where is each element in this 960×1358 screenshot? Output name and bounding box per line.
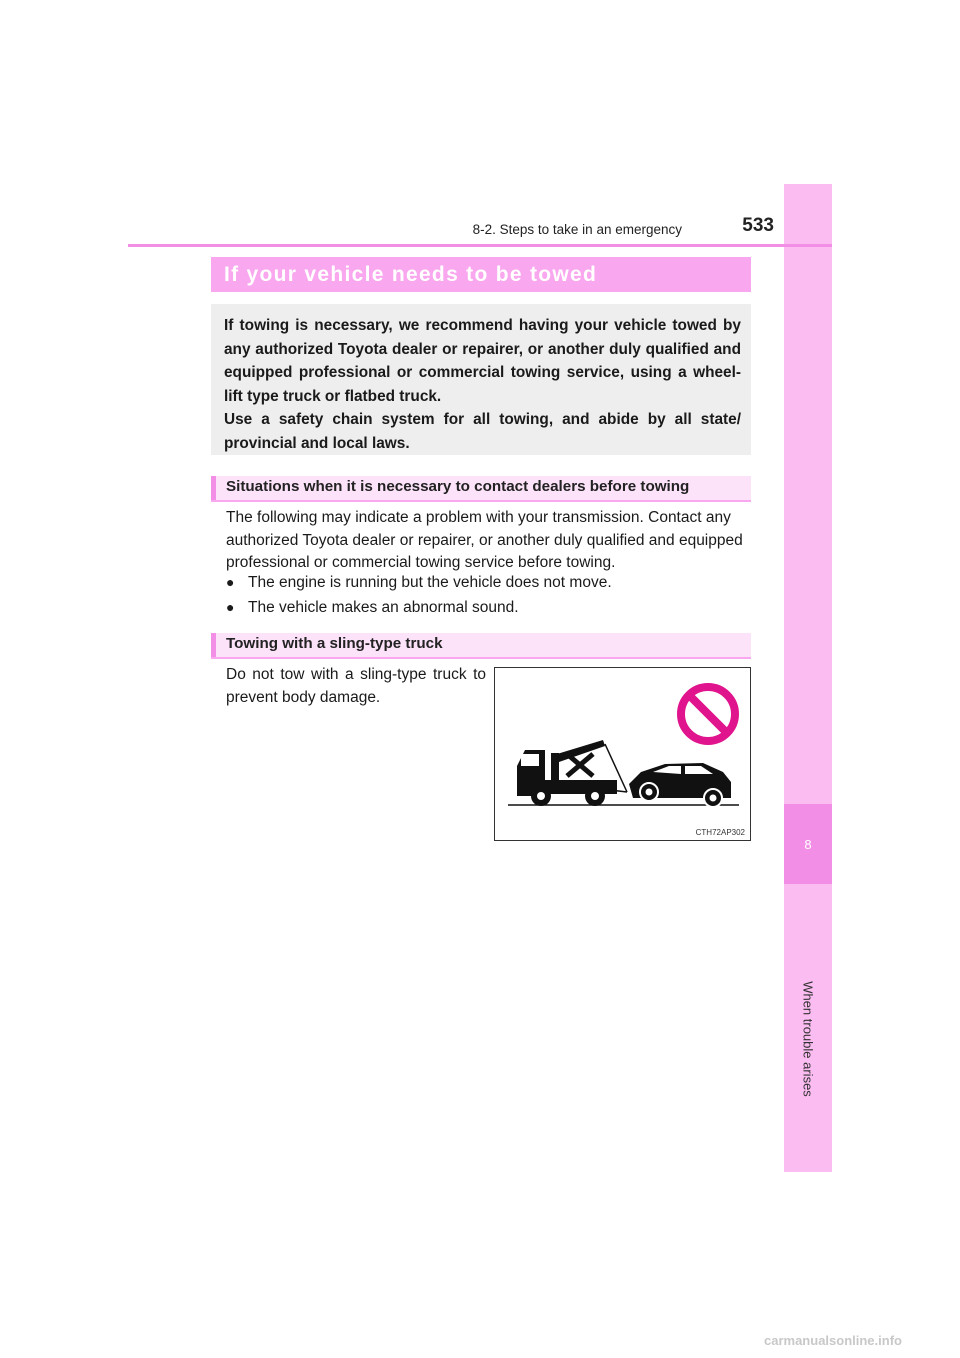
footer-watermark[interactable]: carmanualsonline.info: [764, 1333, 902, 1348]
prohibition-icon: [681, 687, 735, 741]
tow-truck-prohibited-icon: [495, 668, 750, 840]
intro-paragraph-2: Use a safety chain system for all towing, and abide by all state/ provincial and local laws.: [224, 411, 741, 452]
section-heading-dealers: [211, 476, 751, 502]
chapter-side-tab: [784, 184, 832, 1172]
header-section-title: 8-2. Steps to take in an emergency: [472, 222, 682, 237]
illustration-code: CTH72AP302: [695, 828, 745, 837]
list-item: [226, 599, 519, 617]
page-number: 533: [742, 215, 774, 236]
list-item: [226, 574, 612, 592]
tow-truck-icon: [517, 740, 627, 796]
header-divider: [128, 244, 832, 247]
section-heading-dealers-text: Situations when it is necessary to contact dealers before towing: [226, 478, 690, 495]
page-title-bar: [211, 257, 751, 292]
section-sling-text: [226, 664, 486, 709]
transmission-warning-text: The following may indicate a problem with your transmission. Contact any authorized Toyota dealer or repairer, or another duly qualified and equipped professional or commercial towing service before towing.: [226, 509, 743, 572]
section-dealers-text: [226, 507, 746, 575]
chapter-number: 8: [784, 804, 832, 884]
sling-truck-illustration: [494, 667, 751, 841]
chapter-title: When trouble arises: [800, 981, 816, 1097]
page-title: If your vehicle needs to be towed: [224, 262, 598, 286]
intro-paragraph-1: If towing is necessary, we recommend having your vehicle towed by any authorized Toyota dealer or repairer, or another duly qualified and equipped professional or commercial towing service, using a wheel-lift type truck or flatbed truck.: [224, 317, 741, 405]
car-icon: [629, 763, 731, 807]
heading-marker: [211, 633, 216, 657]
section-heading-sling-text: Towing with a sling-type truck: [226, 635, 443, 652]
sling-warning-text: Do not tow with a sling-type truck to prevent body damage.: [226, 666, 486, 706]
section-heading-sling: [211, 633, 751, 659]
bullet-icon: ●: [226, 599, 235, 615]
bullet-text: The engine is running but the vehicle does not move.: [248, 574, 612, 591]
intro-box: [211, 304, 751, 455]
heading-marker: [211, 476, 216, 500]
bullet-text: The vehicle makes an abnormal sound.: [248, 599, 519, 616]
bullet-icon: ●: [226, 574, 235, 590]
